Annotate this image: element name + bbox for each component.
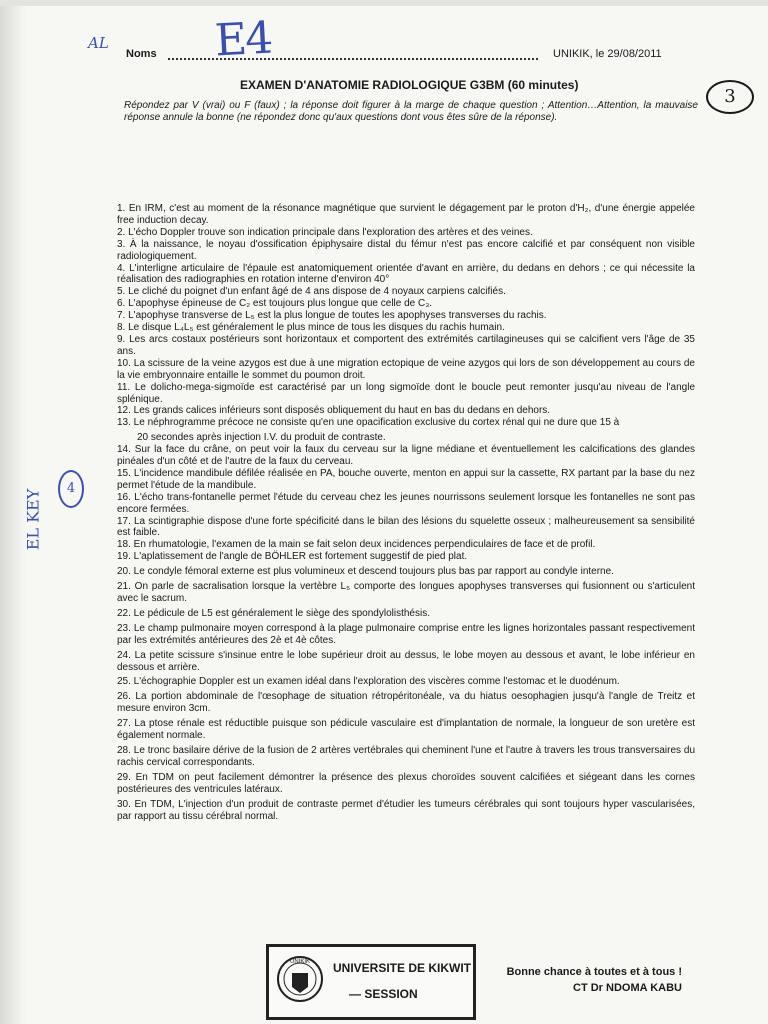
stamp-session-label: — SESSION — [349, 987, 418, 1001]
question-item: 8. Le disque L₄L₅ est généralement le plus mince de tous les disques du rachis humain. — [117, 322, 505, 334]
question-item: 25. L'échographie Doppler est un examen idéal dans l'exploration des viscères comme l'estomac et le duodénum. — [117, 676, 620, 688]
handwritten-initials: AL — [88, 34, 109, 52]
side-note-text: EL KEY — [23, 488, 43, 551]
side-circled-number: 4 — [58, 470, 84, 508]
question-item: 11. Le dolicho-mega-sigmoïde est caractérisé par un long sigmoïde dont le boucle peut remonter jusqu'au niveau de l'angle splénique. — [117, 381, 695, 405]
question-item: 17. La scintigraphie dispose d'une forte spécificité dans le bilan des lésions du squelette osseux ; malheureusement sa sensibilité est faible. — [117, 515, 695, 539]
signatory: CT Dr NDOMA KABU — [573, 982, 682, 994]
question-item: 19. L'aplatissement de l'angle de BÖHLER est fortement suggestif de pied plat. — [117, 551, 468, 563]
scan-top-shadow — [0, 0, 768, 6]
university-seal-icon — [275, 953, 325, 1009]
question-item: 1. En IRM, c'est au moment de la résonance magnétique que survient le dégagement par le proton d'H₂, d'une énergie appelée free induction decay. — [117, 203, 695, 226]
question-item: 2. L'écho Doppler trouve son indication principale dans l'exploration des artères et des veines. — [117, 226, 533, 238]
handwritten-side-note — [23, 470, 92, 590]
question-item: 28. Le tronc basilaire dérive de la fusion de 2 artères vertébrales qui cheminent l'une et l'autre à travers les trous transversaires du rachis cervical correspondants. — [117, 744, 695, 768]
question-item: 26. La portion abdominale de l'œsophage de situation rétropéritonéale, va du hiatus oesophagien jusqu'à l'angle de Treitz et mesure environ 3cm. — [117, 691, 695, 715]
question-item: 7. L'apophyse transverse de L₅ est la plus longue de toutes les apophyses transverses du rachis. — [117, 310, 547, 322]
question-item: 24. La petite scissure s'insinue entre le lobe supérieur droit au dessus, le lobe moyen au dessous et avant, le lobe inférieur en dessous et arrière. — [117, 649, 695, 673]
name-dotted-line — [168, 58, 538, 60]
closing-wish: Bonne chance à toutes et à tous ! — [506, 966, 682, 978]
svg-text:UNIKIK: UNIKIK — [289, 959, 311, 965]
question-item: 4. L'interligne articulaire de l'épaule est anatomiquement orientée d'avant en arrière, du dedans en dehors ; ce qui nécessite la réalisation des radiographies en rotation interne d'environ 40° — [117, 262, 695, 286]
university-stamp — [266, 944, 476, 1020]
question-item: 23. Le champ pulmonaire moyen correspond à la plage pulmonaire comprise entre les lignes horizontales passant respectivement par les extrémités antérieures des 2è et 4è côtes. — [117, 622, 695, 646]
closing-signature — [496, 964, 682, 996]
handwritten-grade: E4 — [213, 12, 273, 67]
question-item: 15. L'incidence mandibule défilée réalisée en PA, bouche ouverte, menton en appui sur la cassette, RX partant par la base du nez permet l'étude de la mandibule. — [117, 467, 695, 491]
question-item: 6. L'apophyse épineuse de C₂ est toujours plus longue que celle de C₃. — [117, 298, 433, 310]
question-item: 14. Sur la face du crâne, on peut voir la faux du cerveau sur la ligne médiane et éventuellement les calcifications des glandes pinéales d'un côté et de l'autre de la faux du cerveau. — [117, 444, 695, 468]
question-item: 3. À la naissance, le noyau d'ossification épiphysaire distal du fémur n'est pas encore calcifié et par conséquent non visible radiologiquement. — [117, 238, 695, 262]
circled-mark: 3 — [706, 80, 754, 114]
question-item: 12. Les grands calices inférieurs sont disposés obliquement du haut en bas du dedans en dehors. — [117, 405, 551, 417]
question-item: 13. Le néphrogramme précoce ne consiste qu'en une opacification exclusive du cortex rénal qui ne dure que 15 à — [117, 417, 620, 429]
question-item: 16. L'écho trans-fontanelle permet l'étude du cerveau chez les jeunes nourrissons seulement lorsque les fontanelles ne sont pas encore fermées. — [117, 491, 695, 515]
place-date: UNIKIK, le 29/08/2011 — [553, 48, 662, 60]
stamp-university-name: UNIVERSITE DE KIKWIT — [333, 961, 472, 975]
instructions: Répondez par V (vrai) ou F (faux) ; la réponse doit figurer à la marge de chaque question ; Attention…Attention, la mauvaise réponse annule la bonne (ne répondez donc qu'aux questions dont vous êtes sûre de la réponse). — [124, 100, 698, 123]
question-item: 27. La ptose rénale est réductible puisque son pédicule vasculaire est d'implantation de normale, la longueur de son uretère est également normale. — [117, 718, 695, 742]
question-list — [117, 203, 695, 822]
question-item: 21. On parle de sacralisation lorsque la vertèbre L₅ comporte des longues apophyses transverses qui fusionnent ou s'articulent avec le sacrum. — [117, 581, 695, 604]
question-item: 30. En TDM, L'injection d'un produit de contraste permet d'étudier les tumeurs cérébrales qui sont toujours hyper vascularisées, par rapport au tissu cérébral normal. — [117, 798, 695, 822]
question-item: 18. En rhumatologie, l'examen de la main se fait selon deux incidences perpendiculaires de face et de profil. — [117, 539, 596, 551]
noms-label: Noms — [126, 48, 157, 60]
scan-edge-shadow — [0, 0, 26, 1024]
exam-title: EXAMEN D'ANATOMIE RADIOLOGIQUE G3BM (60 minutes) — [240, 78, 579, 92]
question-item: 9. Les arcs costaux postérieurs sont horizontaux et comportent des extrémités cartilagineuses qui se calcifient vers l'âge de 35 ans. — [117, 333, 695, 357]
question-item: 29. En TDM on peut facilement démontrer la présence des plexus choroïdes souvent calcifiées et siégeant dans les cornes postérieures des ventricules latéraux. — [117, 771, 695, 795]
question-item: 22. Le pédicule de L5 est généralement le siège des spondylolisthésis. — [117, 607, 430, 619]
question-item: 10. La scissure de la veine azygos est due à une migration ectopique de veine azygos qui lors de son développement au cours de la vie embryonnaire entaille le sommet du poumon droit. — [117, 357, 695, 381]
question-item: 20. Le condyle fémoral externe est plus volumineux et descend toujours plus bas par rapport au condyle interne. — [117, 566, 614, 578]
question-item: 20 secondes après injection I.V. du produit de contraste. — [137, 432, 386, 444]
question-item: 5. Le cliché du poignet d'un enfant âgé de 4 ans dispose de 4 noyaux carpiens calcifiés. — [117, 286, 506, 298]
